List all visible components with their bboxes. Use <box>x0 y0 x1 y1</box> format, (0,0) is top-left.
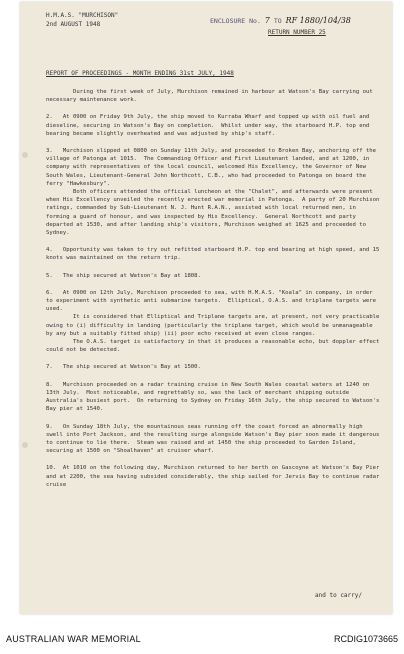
paragraph-3: 3. Murchison slipped at 0800 on Sunday 11th July, and proceeded to Broken Bay, anchoring off the village of Patonga at 1015. The Commanding Officer and First Lieutenant landed, and at 1200, in company with representatives of the local council, welcomed His Excellency, the Governor of New South Wales, Lieutenant-General John Northcott, C.B., who had proceeded to Patonga on board the ferry "Hawkesbury". Both officers attended the official luncheon at the "Chalet", and afterwards were present when His Excellency unveiled the recently erected war memorial in Patonga. A party of 20 Murchison ratings, commanded by Sub-Lieutenant N. J. Hunt R.A.N., assisted with local returned men, in forming a guard of honour, and was inspected by His Excellency. General Northcott and party departed at 1530, and after landing ship's visitors, Murchison weighed at 1625 and proceeded to Sydney. <box>46 148 380 237</box>
report-title: REPORT OF PROCEEDINGS - MONTH ENDING 31st JULY, 1948 <box>46 70 234 77</box>
enclosure-label: ENCLOSURE No. <box>210 17 261 25</box>
report-date: 2nd AUGUST 1948 <box>46 21 101 28</box>
paragraph-6: 6. At 0900 on 12th July, Murchison proceeded to sea, with H.M.A.S. "Koala" in company, in order to experiment with synthetic anti submarine targets. Elliptical, O.A.S. and triplane targets were used. It is considered that Elliptical and Triplane targets are, at present, not very practicable owing to (i) difficulty in landing (particularly the triplane target, which would be unmanageable by any but a suitably fitted ship) (ii) poor echo received at even close ranges. The O.A.S. target is satisfactory in that it produces a reasonable echo, but doppler effect could not be detected. <box>46 289 380 354</box>
enclosure-stamp <box>210 16 351 25</box>
punch-hole <box>22 442 28 448</box>
return-number: RETURN NUMBER 25 <box>268 29 326 36</box>
paragraph-10: 10. At 1010 on the following day, Murchison returned to her berth on Gascoyne at Watson's Bay Pier and at 2200, the sea having subsided considerably, the ship sailed for Jervis Bay to continue radar cruise <box>46 465 383 488</box>
archive-name: AUSTRALIAN WAR MEMORIAL <box>6 634 141 644</box>
paragraph-2: 2. At 0900 on Friday 9th July, the ship moved to Kurraba Wharf and topped up with oil fuel and dieseline, securing in Watson's Bay on completion. Whilst under way, the starboard H.P. top end bearing became slightly overheated and was adjusted by ship's staff. <box>46 114 373 137</box>
paragraph-7: 7. The ship secured at Watson's Bay at 1500. <box>46 364 201 371</box>
closing-line: and to carry/ <box>315 592 362 599</box>
paragraph-5: 5. The ship secured at Watson's Bay at 1808. <box>46 272 201 279</box>
archive-id: RCDIG1073665 <box>333 634 398 644</box>
to-label: TO <box>273 17 282 25</box>
paragraph-9: 9. On Sunday 18th July, the mountainous seas running off the coast forced an abnormally high swell into Port Jackson, and the resulting surge alongside Watson's Bay pier soon made it dangerous to continue to lie there. Steam was raised and at 1450 the ship proceeded to Garden Island, securing at 1500 on "Shoalhaven" at cruiser wharf. <box>46 423 383 455</box>
paragraph-8: 8. Murchison proceeded on a radar training cruise in New South Wales coastal waters at 1240 on 13th July. Most noticeable, and regrettably so, was the lack of merchant shipping outside Australia's busiest port. On returning to Sydney on Friday 16th July, the ship secured to Watson's Bay pier at 1540. <box>46 381 383 413</box>
enclosure-number: 7 <box>264 16 270 25</box>
punch-hole <box>22 152 28 158</box>
reference-number: RF 1880/104/38 <box>285 16 351 25</box>
archive-footer <box>0 624 404 654</box>
paragraph-4: 4. Opportunity was taken to try out refitted starboard H.P. top end bearing at high speed, and 15 knots was maintained on the return trip. <box>46 247 383 262</box>
document-page <box>20 2 392 614</box>
paragraph-1: During the first week of July, Murchison remained in harbour at Watson's Bay carrying out necessary maintenance work. <box>46 89 377 104</box>
report-body <box>46 88 383 498</box>
ship-name: H.M.A.S. "MURCHISON" <box>46 12 119 19</box>
